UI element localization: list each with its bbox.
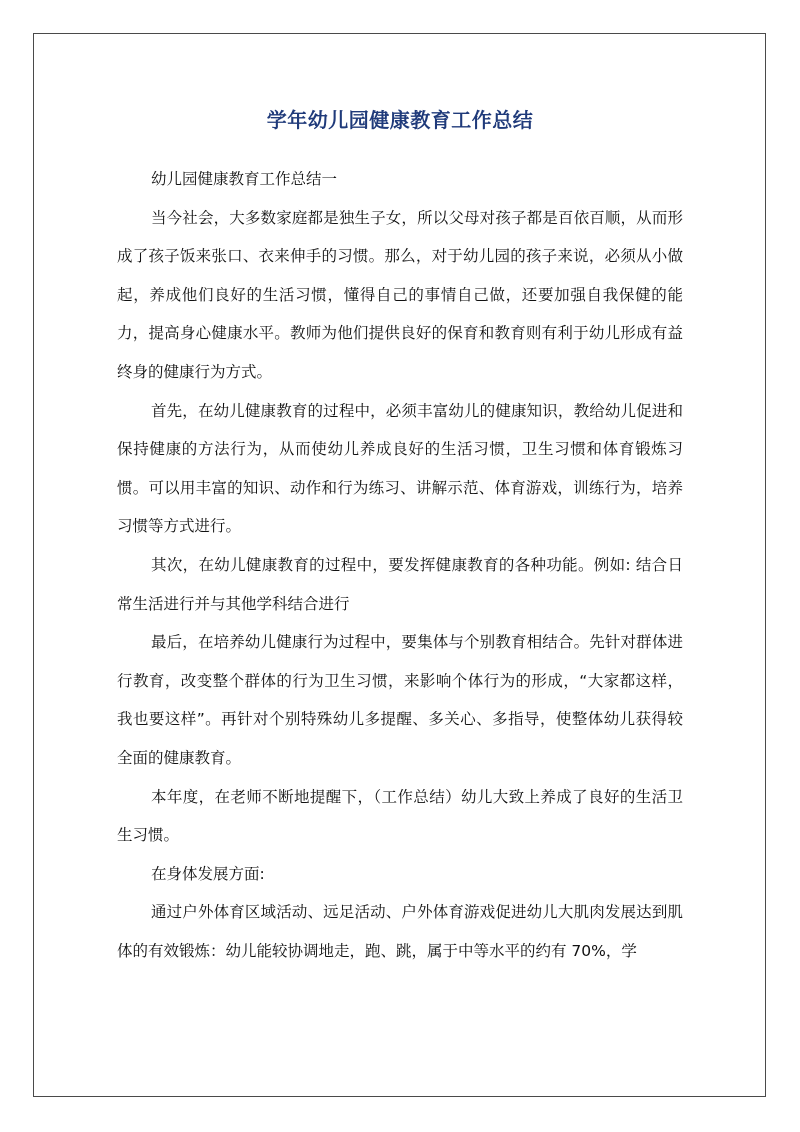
document-title: 学年幼儿园健康教育工作总结 <box>266 108 534 132</box>
document-body <box>117 160 683 970</box>
paragraph: 本年度，在老师不断地提醒下，（工作总结）幼儿大致上养成了良好的生活卫生习惯。 <box>117 787 683 845</box>
paragraph: 其次，在幼儿健康教育的过程中，要发挥健康教育的各种功能。例如: 结合日常生活进行并与其他学科结合进行 <box>117 555 683 613</box>
paragraph: 首先，在幼儿健康教育的过程中，必须丰富幼儿的健康知识，教给幼儿促进和保持健康的方法行为，从而使幼儿养成良好的生活习惯，卫生习惯和体育锻炼习惯。可以用丰富的知识、动作和行为练习、讲解示范、体育游戏，训练行为，培养习惯等方式进行。 <box>117 401 683 536</box>
paragraph: 通过户外体育区域活动、远足活动、户外体育游戏促进幼儿大肌肉发展达到肌体的有效锻炼：幼儿能较协调地走，跑、跳，属于中等水平的约有 70%，学 <box>117 903 683 960</box>
paragraph: 最后，在培养幼儿健康行为过程中，要集体与个别教育相结合。先针对群体进行教育，改变整个群体的行为卫生习惯，来影响个体行为的形成，“大家都这样，我也要这样”。再针对个别特殊幼儿多提醒、多关心、多指导，使整体幼儿获得较全面的健康教育。 <box>117 633 683 767</box>
paragraph: 当今社会，大多数家庭都是独生子女，所以父母对孩子都是百依百顺，从而形成了孩子饭来张口、衣来伸手的习惯。那么，对于幼儿园的孩子来说，必须从小做起，养成他们良好的生活习惯，懂得自己的事情自己做，还要加强自我保健的能力，提高身心健康水平。教师为他们提供良好的保育和教育则有利于幼儿形成有益终身的健康行为方式。 <box>117 208 683 381</box>
subsection-heading: 在身体发展方面: <box>151 864 265 883</box>
section-heading: 幼儿园健康教育工作总结一 <box>151 170 338 188</box>
